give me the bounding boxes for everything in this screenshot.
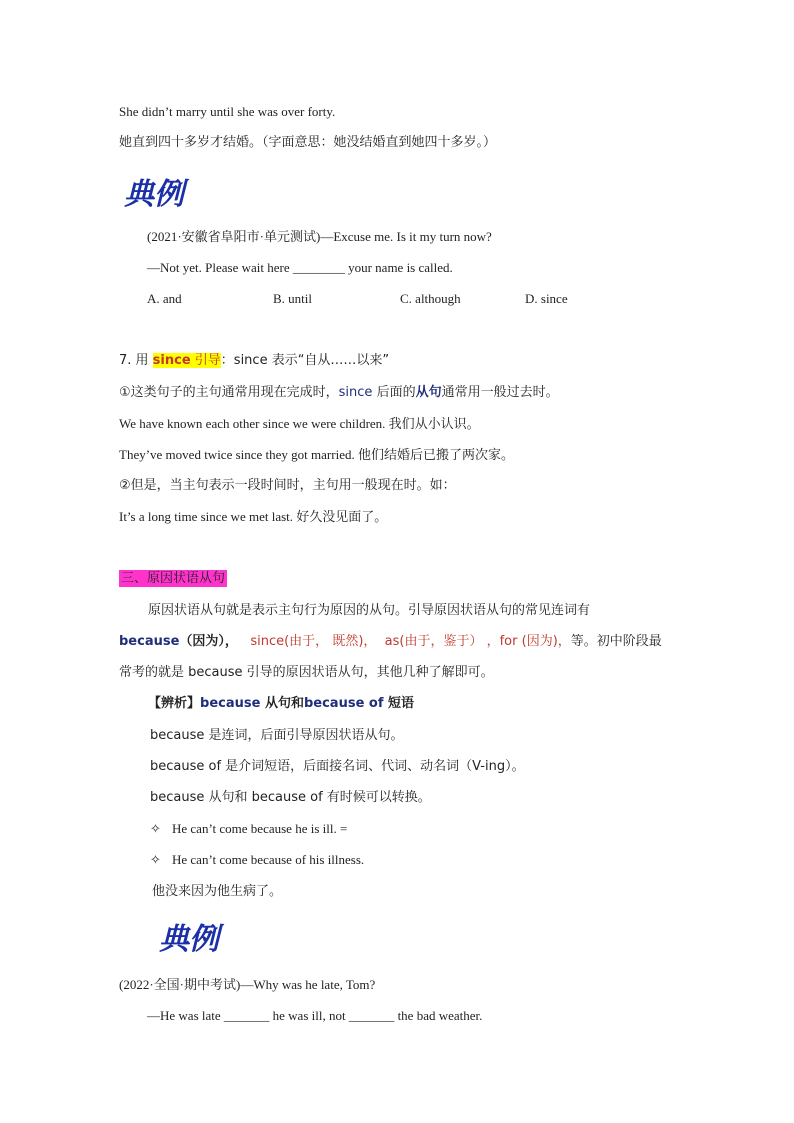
reason-intro: 原因状语从句就是表示主句行为原因的从句。引导原因状语从句的常见连词有 <box>148 603 591 618</box>
reason-heading: 三、原因状语从句 <box>121 571 226 586</box>
question2-line2: —He was late _______ he was ill, not _______ the bad weather. <box>147 1008 483 1023</box>
question1-option-a: A. and <box>147 291 182 306</box>
since-example3: It’s a long time since we met last. 好久没见面了。 <box>119 509 388 524</box>
question2-source: (2022·全国·期中考试)—Why was he late, Tom? <box>119 977 376 992</box>
question1-option-c: C. although <box>400 291 461 306</box>
example-logo-text: 典例 <box>124 177 184 212</box>
example-logo-icon <box>122 172 202 212</box>
diamond-star-icon: ✧ <box>150 852 161 867</box>
since-title: 7. 用 since 引导：since 表示“自从……以来” <box>119 353 390 368</box>
diamond-star-icon: ✧ <box>150 821 161 836</box>
bianxi-title: 【辨析】because 从句和because of 短语 <box>148 696 415 711</box>
since-rule1: ①这类句子的主句通常用现在完成时，since 后面的从句通常用一般过去时。 <box>119 385 559 400</box>
bullet-row-2: ✧ He can’t come because of his illness. <box>150 852 365 867</box>
bianxi-point1: because 是连词，后面引导原因状语从句。 <box>150 728 404 743</box>
since-example2: They’ve moved twice since they got married. 他们结婚后已搬了两次家。 <box>119 447 514 462</box>
question1-source: (2021·安徽省阜阳市·单元测试)—Excuse me. Is it my turn now? <box>147 229 492 244</box>
since-rule2: ②但是，当主句表示一段时间时，主句用一般现在时。如： <box>119 478 456 493</box>
example-logo-text: 典例 <box>159 922 219 957</box>
example-until-zh: 她直到四十多岁才结婚。（字面意思：她没结婚直到她四十多岁。） <box>119 135 497 150</box>
reason-connectives: because（因为）， since(由于， 既然)， as(由于，鉴于） ，for (因为)，等。初中阶段最 <box>119 634 662 649</box>
bianxi-translation: 他没来因为他生病了。 <box>152 884 283 899</box>
bianxi-point3: because 从句和 because of 有时候可以转换。 <box>150 790 431 805</box>
since-example1: We have known each other since we were children. 我们从小认识。 <box>119 416 480 431</box>
bullet-row-1: ✧ He can’t come because he is ill. = <box>150 821 348 836</box>
question1-option-d: D. since <box>525 291 568 306</box>
reason-line3: 常考的就是 because 引导的原因状语从句，其他几种了解即可。 <box>119 665 494 680</box>
since-keyword: since <box>152 353 191 368</box>
example-until-en: She didn’t marry until she was over forty. <box>119 104 336 119</box>
question1-option-b: B. until <box>273 291 313 306</box>
example-logo-icon <box>157 917 237 957</box>
bianxi-point2: because of 是介词短语，后面接名词、代词、动名词（V-ing）。 <box>150 759 525 774</box>
question1-line2: —Not yet. Please wait here ________ your name is called. <box>147 260 453 275</box>
